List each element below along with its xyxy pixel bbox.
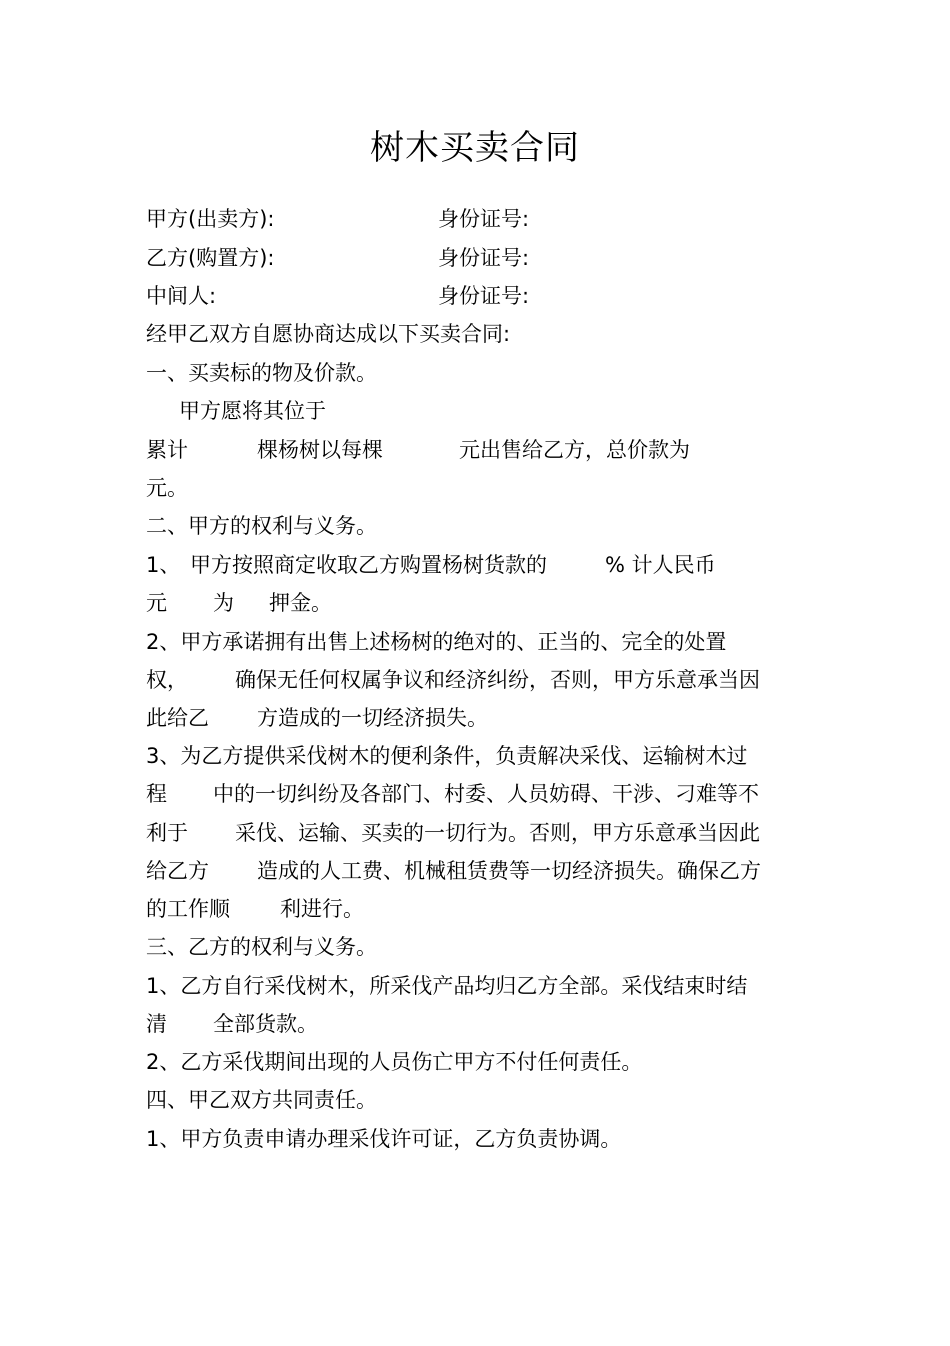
- section4-heading: 四、甲乙双方共同责任。: [146, 1088, 377, 1112]
- section3-item1-line1: 1、乙方自行采伐树木，所采伐产品均归乙方全部。采伐结束时结: [146, 974, 748, 998]
- section2-item2-d: 此给乙: [146, 706, 209, 730]
- section2-heading: 二、甲方的权利与义务。: [146, 514, 377, 538]
- section1-line1: 甲方愿将其位于: [179, 399, 326, 423]
- section2-item3-c: 中的一切纠纷及各部门、村委、人员妨碍、干涉、刁难等不: [213, 782, 759, 806]
- section4-item1: 1、甲方负责申请办理采伐许可证，乙方负责协调。: [146, 1127, 622, 1151]
- section3-heading: 三、乙方的权利与义务。: [146, 935, 377, 959]
- section2-item3-e: 采伐、运输、买卖的一切行为。否则，甲方乐意承当因此: [235, 821, 760, 845]
- section2-item1-a: 1、: [146, 553, 181, 577]
- document-title: 树木买卖合同: [370, 128, 580, 168]
- seller-id-label: 身份证号:: [438, 207, 530, 231]
- section2-item1-e: 为: [213, 591, 234, 615]
- seller-label: 甲方(出卖方):: [146, 207, 275, 231]
- section2-item2-line1: 2、甲方承诺拥有出售上述杨树的绝对的、正当的、完全的处置: [146, 630, 727, 654]
- section2-item2-b: 权，: [146, 668, 188, 692]
- section1-heading: 一、买卖标的物及价款。: [146, 361, 377, 385]
- section2-item1-c: % 计人民币: [605, 553, 716, 577]
- section3-item2: 2、乙方采伐期间出现的人员伤亡甲方不付任何责任。: [146, 1050, 643, 1074]
- section2-item3-g: 造成的人工费、机械租赁费等一切经济损失。确保乙方: [257, 859, 761, 883]
- section2-item1-f: 押金。: [269, 591, 332, 615]
- section2-item2-e: 方造成的一切经济损失。: [257, 706, 488, 730]
- section2-item3-f: 给乙方: [146, 859, 209, 883]
- section2-item2-c: 确保无任何权属争议和经济纠纷，否则，甲方乐意承当因: [235, 668, 760, 692]
- buyer-id-label: 身份证号:: [438, 246, 530, 270]
- section2-item3-d: 利于: [146, 821, 188, 845]
- buyer-label: 乙方(购置方):: [146, 246, 275, 270]
- section2-item3-i: 利进行。: [280, 897, 364, 921]
- section2-item3-line1: 3、为乙方提供采伐树木的便利条件，负责解决采伐、运输树木过: [146, 744, 748, 768]
- section1-line3: 元。: [146, 476, 188, 500]
- section1-line2-a: 累计: [146, 438, 188, 462]
- section2-item3-b: 程: [146, 782, 167, 806]
- section2-item3-h: 的工作顺: [146, 897, 230, 921]
- middleman-label: 中间人:: [146, 284, 217, 308]
- intro-text: 经甲乙双方自愿协商达成以下买卖合同:: [146, 322, 511, 346]
- section2-item1-d: 元: [146, 591, 167, 615]
- section3-item1-b: 清: [146, 1012, 167, 1036]
- section1-line2-b: 棵杨树以每棵: [257, 438, 383, 462]
- section2-item1-b: 甲方按照商定收取乙方购置杨树货款的: [190, 553, 547, 577]
- section1-line2-c: 元出售给乙方，总价款为: [459, 438, 690, 462]
- middleman-id-label: 身份证号:: [438, 284, 530, 308]
- section3-item1-c: 全部货款。: [213, 1012, 318, 1036]
